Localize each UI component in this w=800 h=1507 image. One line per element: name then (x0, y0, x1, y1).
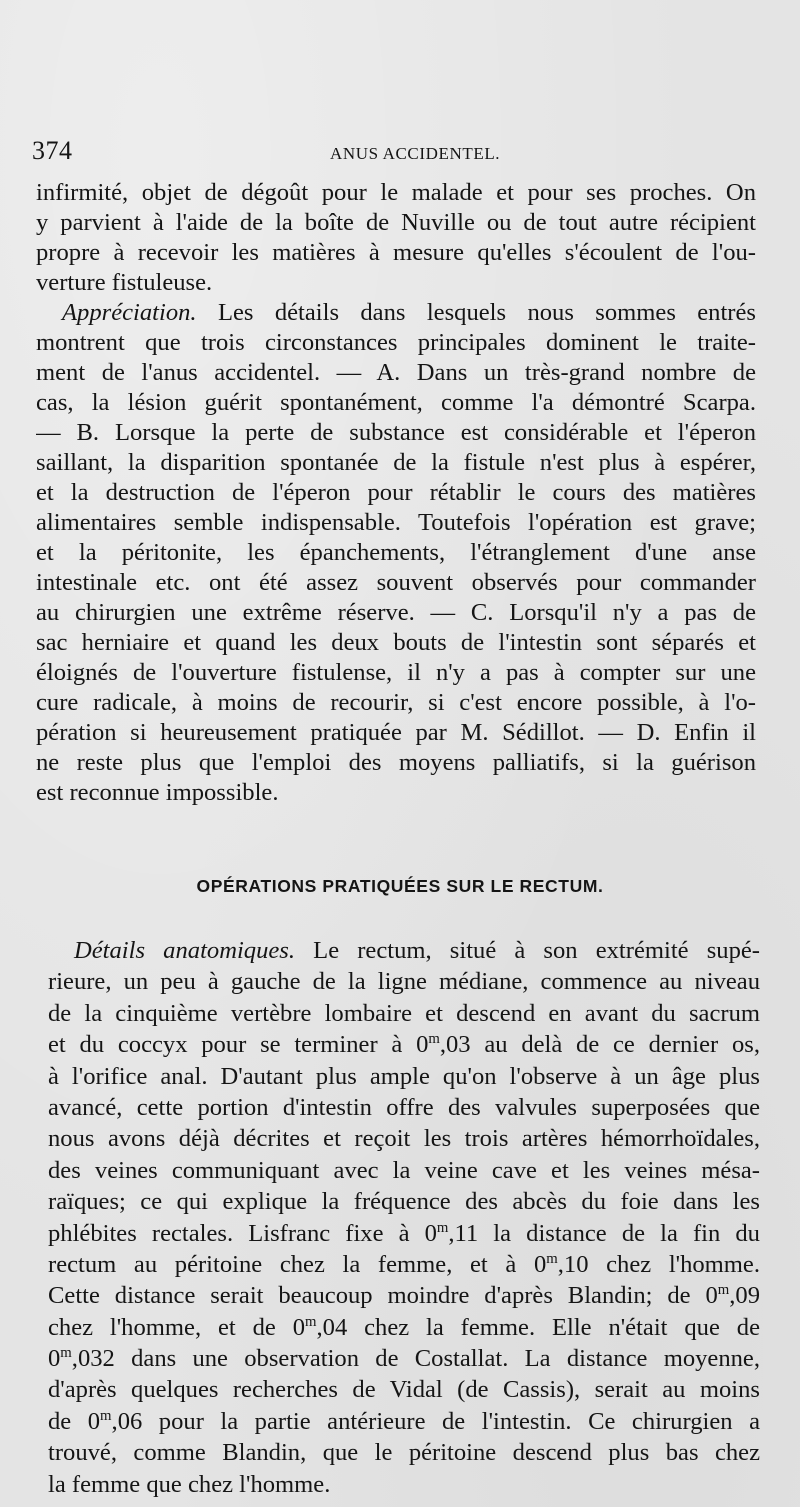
text-line: ment de l'anus accidentel. — A. Dans un très-grand nombre de (36, 359, 756, 386)
text-line: intestinale etc. ont été assez souvent observés pour commander (36, 569, 756, 596)
text-line: et du coccyx pour se terminer à 0$^m$,03 au delà de ce dernier os, (48, 1030, 760, 1059)
text-line: au chirurgien une extrême réserve. — C. Lorsqu'il n'y a pas de (36, 599, 756, 626)
text-line: éloignés de l'ouverture fistulense, il n'y a pas à compter sur une (36, 659, 756, 686)
text-line: et la destruction de l'éperon pour rétablir le cours des matières (36, 479, 756, 506)
text-line: propre à recevoir les matières à mesure qu'elles s'écoulent de l'ou- (36, 239, 756, 266)
text-line: à l'orifice anal. D'autant plus ample qu'on l'observe à un âge plus (48, 1062, 760, 1090)
text-line: trouvé, comme Blandin, que le péritoine descend plus bas chez (48, 1439, 760, 1467)
text-line: infirmité, objet de dégoût pour le malade et pour ses proches. On (36, 179, 756, 206)
text-line: rieure, un peu à gauche de la ligne médiane, commence au niveau (48, 968, 760, 996)
text-line: cure radicale, à moins de recourir, si c'est encore possible, à l'o- (36, 689, 756, 716)
text-line: des veines communiquant avec la veine cave et les veines mésa- (48, 1156, 760, 1184)
page-header (32, 136, 772, 172)
text-line: Cette distance serait beaucoup moindre d'après Blandin; de 0$^m$,09 (48, 1282, 760, 1310)
text-line: cas, la lésion guérit spontanément, comme l'a démontré Scarpa. (36, 389, 756, 416)
text-line: — B. Lorsque la perte de substance est considérable et l'éperon (36, 419, 756, 446)
text-line: alimentaires semble indispensable. Toutefois l'opération est grave; (36, 509, 756, 536)
text-line: phlébites rectales. Lisfranc fixe à 0$^m$,11 la distance de la fin du (48, 1219, 760, 1247)
text-line: de la cinquième vertèbre lombaire et descend en avant du sacrum (48, 999, 760, 1027)
text-line: rectum au péritoine chez la femme, et à 0$^m$,10 chez l'homme. (48, 1250, 760, 1278)
text-line (36, 298, 756, 328)
text-line: pération si heureusement pratiquée par M. Sédillot. — D. Enfin il (36, 719, 756, 746)
text-fragment: Le rectum, situé à son extrémité supé- (313, 937, 760, 964)
text-line: et la péritonite, les épanchements, l'étranglement d'une anse (36, 539, 756, 566)
running-title: ANUS ACCIDENTEL. (330, 144, 501, 163)
body-text-top (36, 178, 756, 808)
body-text-bottom (48, 935, 760, 1500)
page-number: 374 (32, 136, 73, 165)
text-line: d'après quelques recherches de Vidal (de Cassis), serait au moins (48, 1376, 760, 1404)
text-line (48, 935, 760, 966)
text-line: raïques; ce qui explique la fréquence des abcès du foie dans les (48, 1188, 760, 1216)
text-line: chez l'homme, et de 0$^m$,04 chez la femme. Elle n'était que de (48, 1313, 760, 1341)
text-line: est reconnue impossible. (36, 779, 279, 806)
appreciation-label: Appréciation. (62, 299, 197, 326)
text-line: sac herniaire et quand les deux bouts de l'intestin sont séparés et (36, 629, 756, 656)
section-heading: OPÉRATIONS PRATIQUÉES SUR LE RECTUM. (196, 876, 604, 896)
text-fragment: Les détails dans lesquels nous sommes entrés (217, 299, 756, 326)
text-line: montrent que trois circonstances principales dominent le traite- (36, 329, 756, 356)
text-line: nous avons déjà décrites et reçoit les trois artères hémorrhoïdales, (48, 1125, 760, 1153)
text-line: 0$^m$,032 dans une observation de Costallat. La distance moyenne, (48, 1344, 760, 1373)
text-line: verture fistuleuse. (36, 269, 213, 296)
text-line: y parvient à l'aide de la boîte de Nuville ou de tout autre récipient (36, 209, 756, 236)
text-line: de 0$^m$,06 pour la partie antérieure de l'intestin. Ce chirurgien a (48, 1407, 760, 1435)
lead-label: Détails anatomiques. (74, 937, 296, 964)
text-line: la femme que chez l'homme. (48, 1470, 331, 1498)
text-line: ne reste plus que l'emploi des moyens palliatifs, si la guérison (36, 749, 756, 776)
text-line: avancé, cette portion d'intestin offre des valvules superposées que (48, 1093, 760, 1121)
text-line: saillant, la disparition spontanée de la fistule n'est plus à espérer, (36, 449, 756, 476)
